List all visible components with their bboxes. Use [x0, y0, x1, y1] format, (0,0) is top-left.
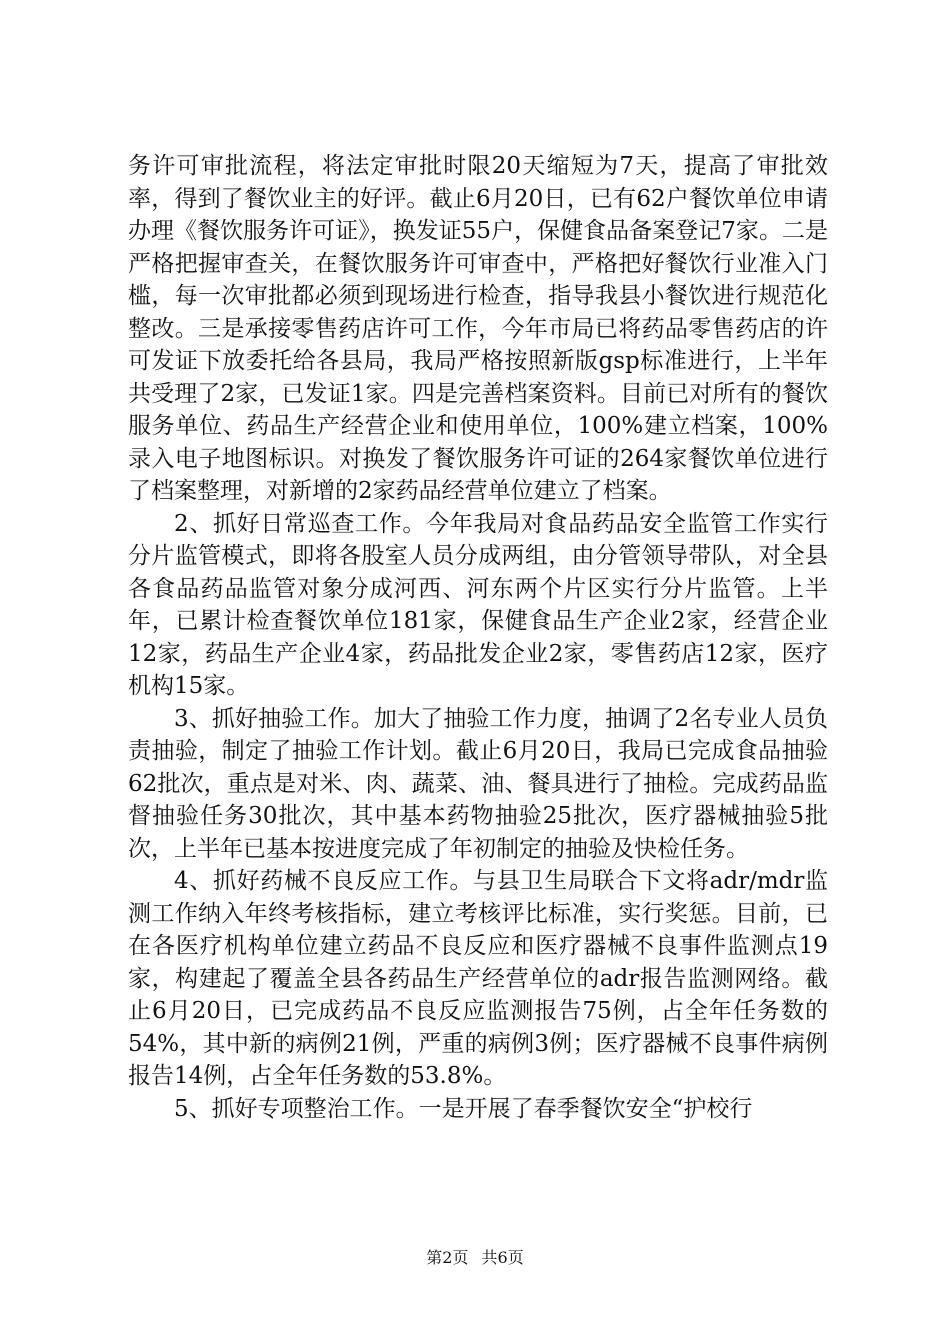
paragraph-5: 5、抓好专项整治工作。一是开展了春季餐饮安全“护校行: [174, 1095, 753, 1122]
page-number: 第2页: [426, 1248, 469, 1267]
paragraph-2: 2、抓好日常巡查工作。今年我局对食品药品安全监管工作实行分片监管模式，即将各股室人员分成两组，由分管领导带队，对全县各食品药品监管对象分成河西、河东两个片区实行分片监管。上半年，已累计检查餐饮单位181家，保健食品生产企业2家，经营企业12家，药品生产企业4家，药品批发企业2家，零售药店12家，医疗机构15家。: [128, 510, 828, 699]
page-total: 共6页: [481, 1248, 524, 1267]
body-text: [128, 150, 828, 1125]
page-footer: [0, 1245, 950, 1268]
paragraph-3: 3、抓好抽验工作。加大了抽验工作力度，抽调了2名专业人员负责抽验，制定了抽验工作计划。截止6月20日，我局已完成食品抽验62批次，重点是对米、肉、蔬菜、油、餐具进行了抽检。完成药品监督抽验任务30批次，其中基本药物抽验25批次，医疗器械抽验5批次，上半年已基本按进度完成了年初制定的抽验及快检任务。: [128, 705, 828, 862]
paragraph-1: 务许可审批流程，将法定审批时限20天缩短为7天，提高了审批效率，得到了餐饮业主的好评。截止6月20日，已有62户餐饮单位申请办理《餐饮服务许可证》，换发证55户，保健食品备案登记7家。二是严格把握审查关，在餐饮服务许可审查中，严格把好餐饮行业准入门槛，每一次审批都必须到现场进行检查，指导我县小餐饮进行规范化整改。三是承接零售药店许可工作，今年市局已将药品零售药店的许可发证下放委托给各县局，我局严格按照新版gsp标准进行，上半年共受理了2家，已发证1家。四是完善档案资料。目前已对所有的餐饮服务单位、药品生产经营企业和使用单位，100%建立档案，100%录入电子地图标识。对换发了餐饮服务许可证的264家餐饮单位进行了档案整理，对新增的2家药品经营单位建立了档案。: [128, 153, 828, 504]
paragraph-4: 4、抓好药械不良反应工作。与县卫生局联合下文将adr/mdr监测工作纳入年终考核指标，建立考核评比标准，实行奖惩。目前，已在各医疗机构单位建立药品不良反应和医疗器械不良事件监测点19家，构建起了覆盖全县各药品生产经营单位的adr报告监测网络。截止6月20日，已完成药品不良反应监测报告75例，占全年任务数的54%，其中新的病例21例，严重的病例3例；医疗器械不良事件病例报告14例，占全年任务数的53.8%。: [128, 868, 828, 1089]
